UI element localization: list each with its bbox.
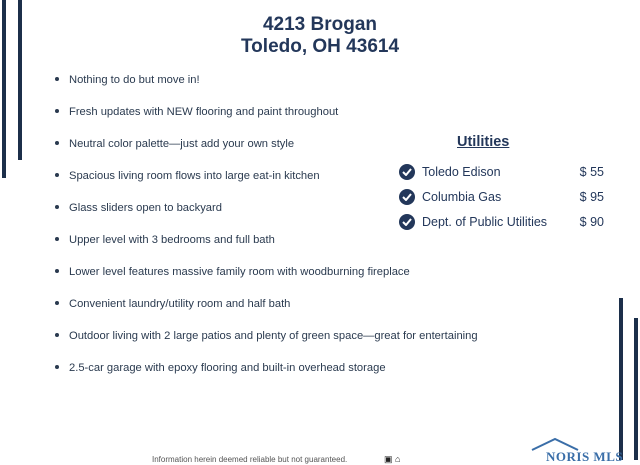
utility-amount: $ 55	[579, 165, 604, 179]
check-circle-icon	[399, 189, 415, 205]
utilities-heading: Utilities	[457, 134, 510, 150]
feature-item: Upper level with 3 bedrooms and full bath	[55, 234, 275, 246]
utility-row	[399, 164, 604, 182]
bullet-icon	[55, 301, 59, 305]
property-address	[0, 14, 640, 58]
feature-item: Outdoor living with 2 large patios and plenty of green space—great for entertaining	[55, 330, 478, 342]
bullet-icon	[55, 77, 59, 81]
decorative-bar-right-inner	[619, 298, 623, 460]
mls-logo: NORIS MLS	[546, 449, 624, 464]
utility-amount: $ 90	[579, 215, 604, 229]
bullet-icon	[55, 333, 59, 337]
address-city: Toledo, OH 43614	[240, 36, 400, 57]
bullet-icon	[55, 205, 59, 209]
feature-item: Glass sliders open to backyard	[55, 202, 222, 214]
utility-name: Dept. of Public Utilities	[422, 215, 548, 229]
feature-item: Nothing to do but move in!	[55, 74, 200, 86]
utility-row	[399, 189, 604, 207]
feature-item: Convenient laundry/utility room and half bath	[55, 298, 290, 310]
bullet-icon	[55, 269, 59, 273]
utility-amount: $ 95	[579, 190, 604, 204]
bullet-icon	[55, 173, 59, 177]
bullet-icon	[55, 109, 59, 113]
check-circle-icon	[399, 214, 415, 230]
bullet-icon	[55, 365, 59, 369]
equal-housing-icon: ▣ ⌂	[384, 454, 401, 464]
utility-name: Toledo Edison	[422, 165, 501, 179]
disclaimer-text: Information herein deemed reliable but not guaranteed.	[152, 455, 348, 464]
utility-name: Columbia Gas	[422, 190, 502, 204]
feature-item: Lower level features massive family room with woodburning fireplace	[55, 266, 410, 278]
feature-item: 2.5-car garage with epoxy flooring and built-in overhead storage	[55, 362, 386, 374]
feature-item: Spacious living room flows into large eat-in kitchen	[55, 170, 320, 182]
check-circle-icon	[399, 164, 415, 180]
feature-item: Neutral color palette—just add your own style	[55, 138, 294, 150]
decorative-bar-right-outer	[634, 318, 638, 460]
utility-row	[399, 214, 604, 232]
bullet-icon	[55, 237, 59, 241]
feature-item: Fresh updates with NEW flooring and paint throughout	[55, 106, 338, 118]
address-street: 4213 Brogan	[262, 14, 378, 35]
bullet-icon	[55, 141, 59, 145]
